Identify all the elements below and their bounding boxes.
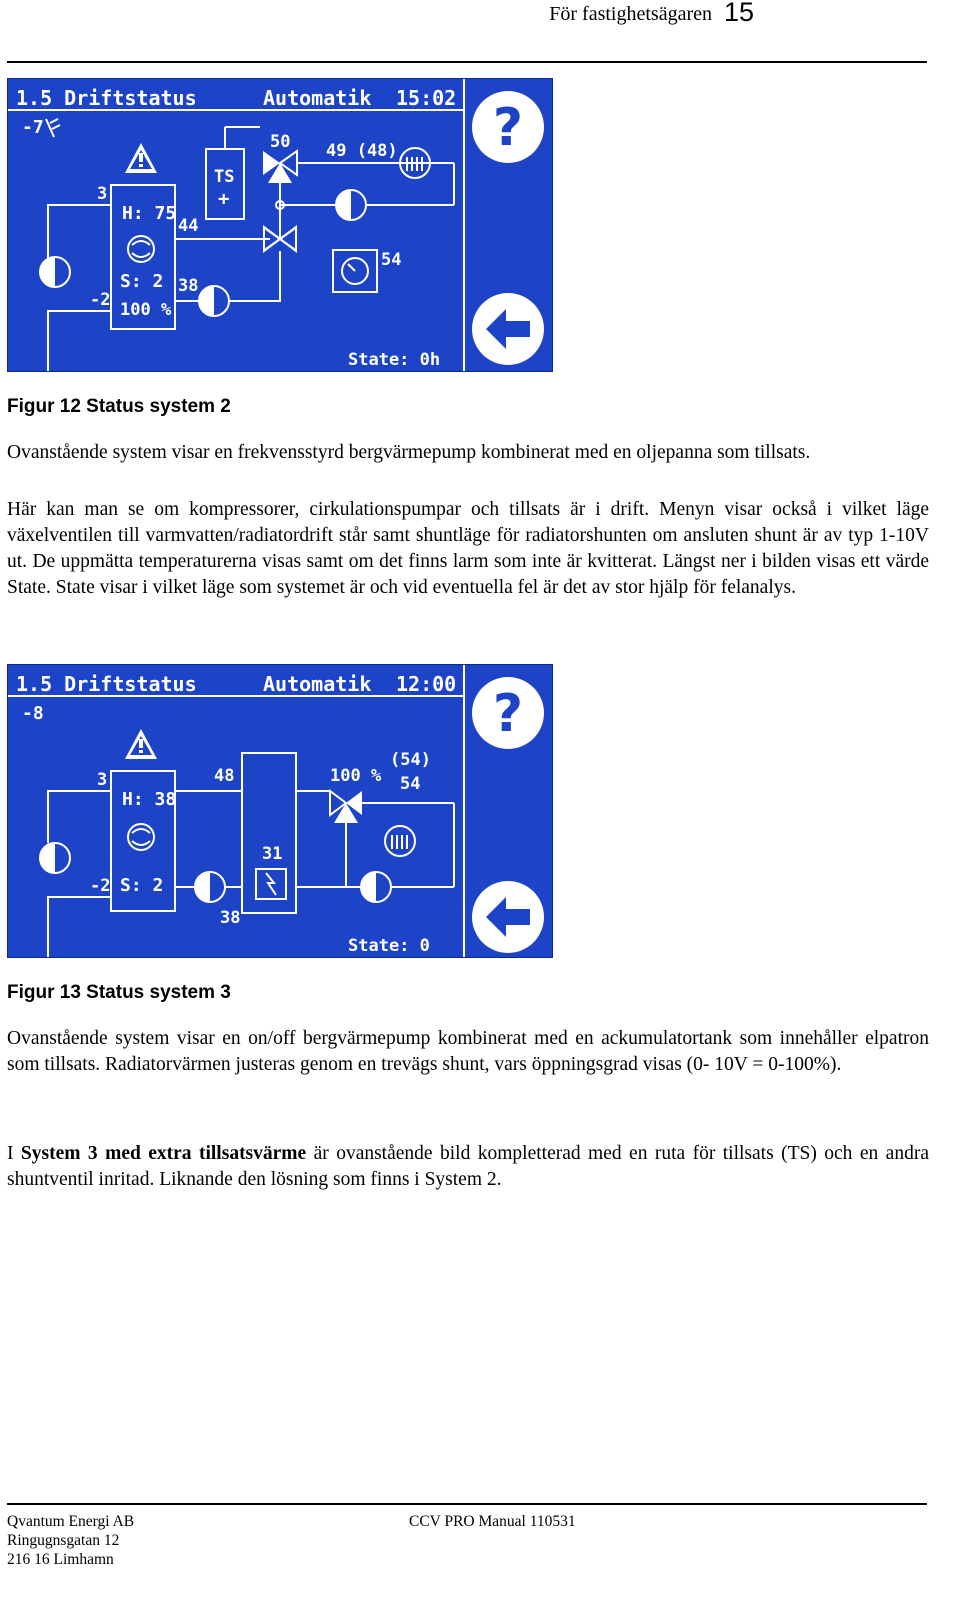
hp-in-temp: 3 [97,184,108,204]
footer-company: Qvantum Energi AB [7,1513,135,1530]
p2-bold: System 3 med extra tillsatsvärme [20,1143,307,1164]
page-number: 15 [723,0,754,27]
screen-title: 1.5 Driftstatus [16,672,197,696]
hp-s-value: S: 2 [120,271,164,292]
radiator-temp: 54 [381,250,402,270]
screen-mode: Automatik [263,86,372,110]
circulation-pump-icon [199,286,229,316]
brine-pump-icon [40,257,70,287]
svg-text:?: ? [492,98,524,158]
radiator-pump-icon [336,190,366,220]
brine-pipe-out [48,897,111,957]
hot-water-temp: 49 (48) [326,141,398,161]
state-value: State: 0 [348,936,430,956]
supply-temp: 48 [214,766,235,786]
hp-h-value: H: 75 [122,203,177,224]
brine-pump-icon [40,843,70,873]
screen-mode: Automatik [263,672,372,696]
brine-pipe-in [48,791,111,843]
return-line [230,251,280,301]
state-value: State: 0h [348,350,441,370]
figure-12-paragraph-1: Ovanstående system visar en frekvensstyrd bergvärmepump kombinerat med en oljepanna som tillsats. [7,442,811,463]
hp-percent: 100 % [120,300,172,320]
status-screen-system-2 [7,78,553,372]
footer-manual: CCV PRO Manual 110531 [409,1513,576,1530]
footer-rule [7,1503,927,1505]
hp-s-value: S: 2 [120,875,164,896]
alarm-warning-icon [125,729,157,759]
figure-12-caption: Figur 12 Status system 2 [7,396,231,417]
screen-title: 1.5 Driftstatus [16,86,197,110]
back-button[interactable] [472,293,544,365]
alarm-warning-icon [125,143,157,173]
back-button[interactable] [472,881,544,953]
addition-plus: + [218,188,230,210]
footer-street: Ringugnsgatan 12 [7,1532,120,1549]
figure-13-paragraph-2 [7,1141,929,1193]
help-button[interactable] [472,91,544,163]
page-header [0,0,960,30]
addition-label: TS [214,167,235,187]
brine-pipe-out [48,311,111,371]
tank-temp: 31 [262,844,283,864]
hp-out-temp: -2 [90,876,111,896]
return-temp: 38 [178,276,199,296]
compressor-icon [128,236,154,262]
hp-out-temp: -2 [90,290,111,310]
radiator-icon [385,826,415,856]
outdoor-sensor-icon [46,119,60,137]
footer-city: 216 16 Limhamn [7,1551,114,1568]
status-screen-system-3 [7,664,553,958]
figure-13-paragraph-1: Ovanstående system visar en on/off bergvärmepump kombinerat med en ackumulatortank som innehåller elpatron som tillsats. Radiatorvärmen justeras genom en trevägs shunt, vars öppningsgrad visas (0- 10V = 0-100%). [7,1028,929,1075]
charge-pump-icon [195,872,225,902]
p2-pre: I [7,1143,21,1164]
footer-address [7,1512,134,1569]
section-title: För fastighetsägaren [549,3,712,25]
shunt-percent: 100 % [330,766,382,786]
brine-pipe-in [48,205,111,269]
supply-temp: 44 [178,216,199,236]
hp-h-value: H: 38 [122,789,177,810]
help-button[interactable] [472,677,544,749]
svg-text:?: ? [492,684,524,744]
header-rule [7,61,927,63]
radiator-setpoint: (54) [390,750,431,770]
hp-in-temp: 3 [97,770,108,790]
figure-12-paragraph-2: Här kan man se om kompressorer, cirkulationspumpar och tillsats är i drift. Menyn visar också i vilket läge växelventilen till varmvatten/radiatordrift står samt shuntläge för radiatorshunten om ansluten shunt är av typ 1-10V ut. De uppmätta temperaturerna visas samt om det finns larm som inte är kvitterat. Längst ner i bilden visas ett värde State. State visar i vilket läge som systemet är och vid eventuella fel är det av stor hjälp för felanalys. [7,499,929,598]
p2-post: är ovanstående bild kompletterad med en ruta för tillsats (TS) och en andra shuntventil inritad. Liknande den lösning som finns i System 2. [7,1143,929,1190]
immersion-heater-icon [256,869,286,899]
screen-time: 15:02 [396,86,457,110]
screen-time: 12:00 [396,672,457,696]
figure-13-caption: Figur 13 Status system 3 [7,982,231,1003]
outdoor-temp: -7 [22,117,44,138]
radiator-temp: 54 [400,774,421,794]
valve-50-label: 50 [270,132,291,152]
return-temp: 38 [220,908,241,928]
diverting-valve-icon [263,151,297,183]
three-way-shunt-icon [330,791,362,823]
compressor-icon [128,824,154,850]
accumulator-tank [242,753,296,913]
radiator-pump-icon [361,872,391,902]
radiator-gauge-icon [342,258,368,284]
outdoor-temp: -8 [22,703,44,724]
